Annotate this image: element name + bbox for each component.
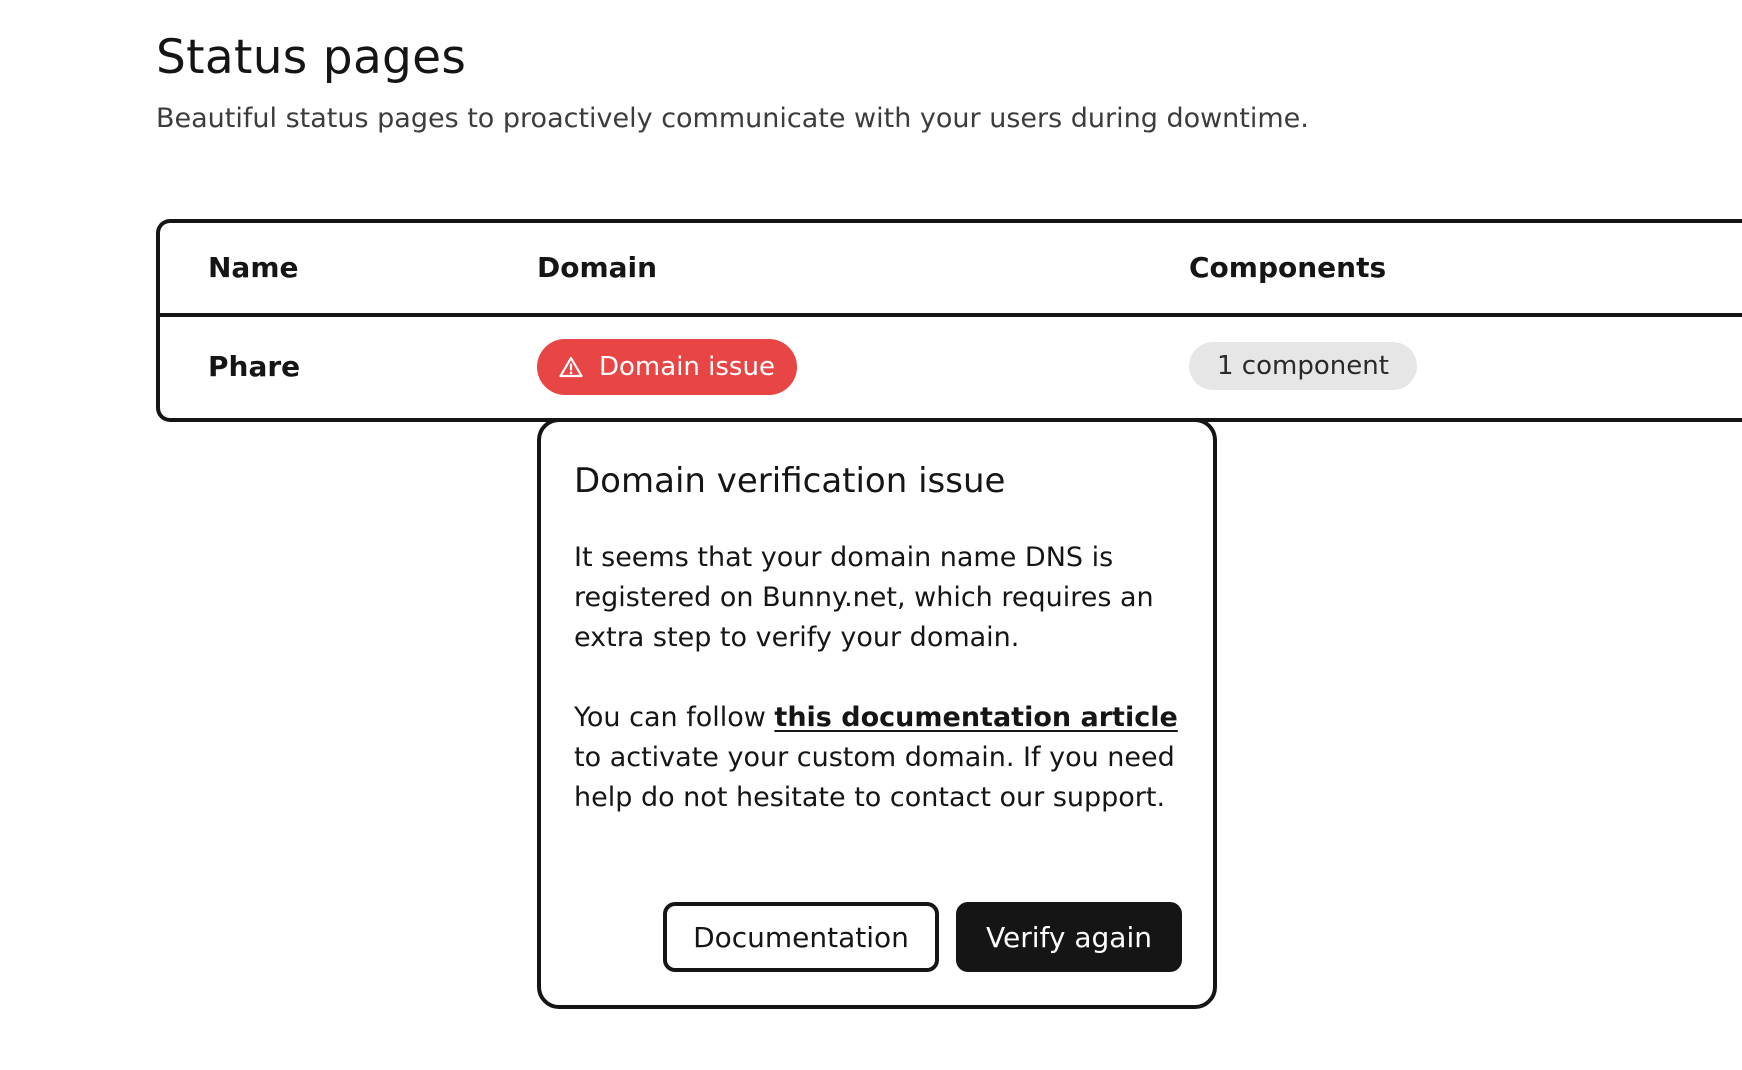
status-pages-table <box>156 219 1742 422</box>
domain-issue-label: Domain issue <box>599 352 775 382</box>
warning-triangle-icon <box>559 356 583 378</box>
popover-paragraph-instructions <box>574 698 1184 818</box>
popover-title: Domain verification issue <box>574 461 1006 501</box>
column-header-name: Name <box>208 251 299 284</box>
table-header <box>160 223 1742 317</box>
table-row[interactable] <box>160 317 1742 417</box>
instructions-text-after: to activate your custom domain. If you need help do not hesitate to contact our support. <box>574 742 1175 813</box>
documentation-button[interactable]: Documentation <box>663 902 939 972</box>
domain-verification-popover <box>537 418 1217 1009</box>
page-subtitle: Beautiful status pages to proactively communicate with your users during downtime. <box>156 103 1309 134</box>
column-header-components: Components <box>1189 251 1387 284</box>
popover-paragraph-explanation: It seems that your domain name DNS is registered on Bunny.net, which requires an extra step to verify your domain. <box>574 542 1154 653</box>
page-title: Status pages <box>156 30 467 85</box>
status-page-name[interactable]: Phare <box>208 350 301 383</box>
column-header-domain: Domain <box>537 251 658 284</box>
domain-issue-badge[interactable] <box>537 339 797 395</box>
documentation-article-link[interactable]: this documentation article <box>774 702 1178 733</box>
verify-again-button[interactable]: Verify again <box>956 902 1182 972</box>
components-count-pill: 1 component <box>1189 342 1417 390</box>
instructions-text-before: You can follow <box>574 702 775 733</box>
